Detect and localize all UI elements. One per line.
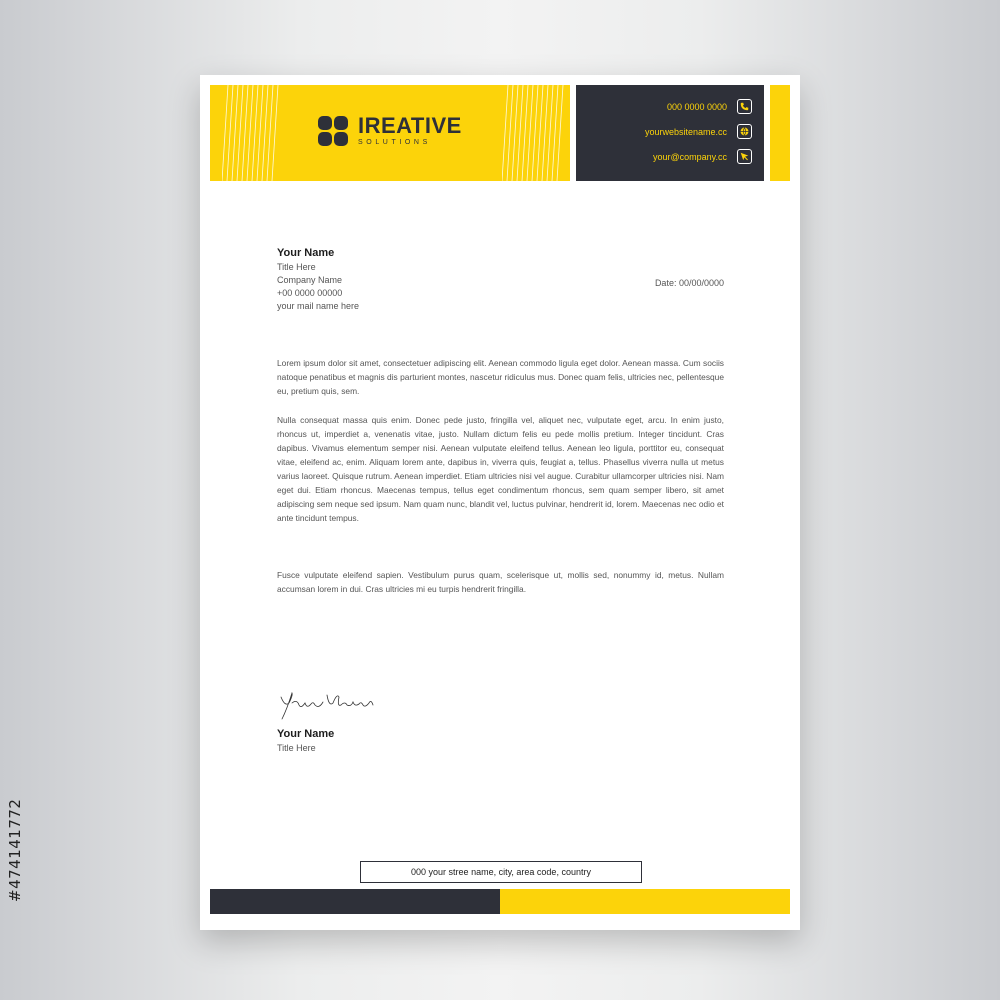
cursor-icon — [737, 149, 752, 164]
stock-id-label: #474141772 — [6, 798, 24, 902]
contact-website — [645, 124, 752, 139]
signer-title: Title Here — [277, 743, 316, 753]
header-logo-panel — [210, 85, 570, 181]
signer-name: Your Name — [277, 728, 335, 740]
letter-date: Date: 00/00/0000 — [654, 278, 724, 288]
email-text: your@company.cc — [653, 151, 727, 162]
phone-text: 000 0000 0000 — [666, 101, 727, 112]
body-paragraph-2: Nulla consequat massa quis enim. Donec pede justo, fringilla vel, aliquet nec, vulputate eget, arcu. In enim justo, rhoncus ut, imperdiet a, venenatis vitae, justo. Nullam dictum felis eu pede mollis pretium. Integer tincidunt. Cras dapibus. Vivamus elementum semper nisi. Aenean vulputate eleifend tellus. Aenean leo ligula, porttitor eu, consequat vitae, eleifend ac, enim. Aliquam lorem ante, dapibus in, viverra quis, feugiat a, tellus. Phasellus viverra nulla ut metus varius laoreet. Quisque rutrum. Aenean imperdiet. Etiam ultricies nisi vel augue. Curabitur ullamcorper ultricies nisi. Nam eget dui. Etiam rhoncus. Maecenas tempus, tellus eget condimentum rhoncus, sem quam semper libero, sit amet adipiscing sem neque sed ipsum. Nam quam nunc, blandit vel, luctus pulvinar, hendrerit id, lorem. Maecenas nec odio et ante tincidunt tempus. — [277, 415, 724, 523]
website-text: yourwebsitename.cc — [644, 126, 727, 137]
footer-yellow-bar — [500, 889, 790, 914]
sender-email: your mail name here — [277, 301, 360, 311]
signature-block — [277, 727, 334, 755]
globe-icon — [737, 124, 752, 139]
letterhead-page — [200, 75, 800, 930]
header-contact-panel — [576, 85, 764, 181]
diagonal-lines-right — [502, 85, 566, 181]
contact-phone — [667, 99, 752, 114]
sender-block — [277, 246, 359, 313]
sender-phone: +00 0000 00000 — [277, 288, 343, 298]
logo-mark-icon — [318, 116, 348, 146]
company-logo — [318, 115, 462, 146]
company-name: IREATIVE — [358, 113, 462, 138]
sender-title: Title Here — [277, 262, 316, 272]
handwritten-signature — [275, 685, 385, 725]
sender-company: Company Name — [277, 275, 343, 285]
phone-icon — [737, 99, 752, 114]
body-paragraph-3: Fusce vulputate eleifend sapien. Vestibulum purus quam, scelerisque ut, mollis sed, nonummy id, metus. Nullam accumsan lorem in dui. Cras ultricies mi eu turpis hendrerit fringilla. — [277, 570, 724, 594]
sender-name: Your Name — [277, 247, 335, 259]
contact-email — [653, 149, 752, 164]
company-tagline: SOLUTIONS — [358, 139, 431, 146]
body-paragraph-1: Lorem ipsum dolor sit amet, consectetuer adipiscing elit. Aenean commodo ligula eget dolor. Aenean massa. Cum sociis natoque penatibus et magnis dis parturient montes, nascetur ridiculus mus. Donec quam felis, ultricies nec, pellentesque eu, pretium quis, sem. — [277, 358, 724, 396]
footer-dark-bar — [210, 889, 500, 914]
header-accent-stripe — [770, 85, 790, 181]
footer-address: 000 your stree name, city, area code, country — [360, 861, 642, 883]
diagonal-lines-left — [222, 85, 282, 181]
